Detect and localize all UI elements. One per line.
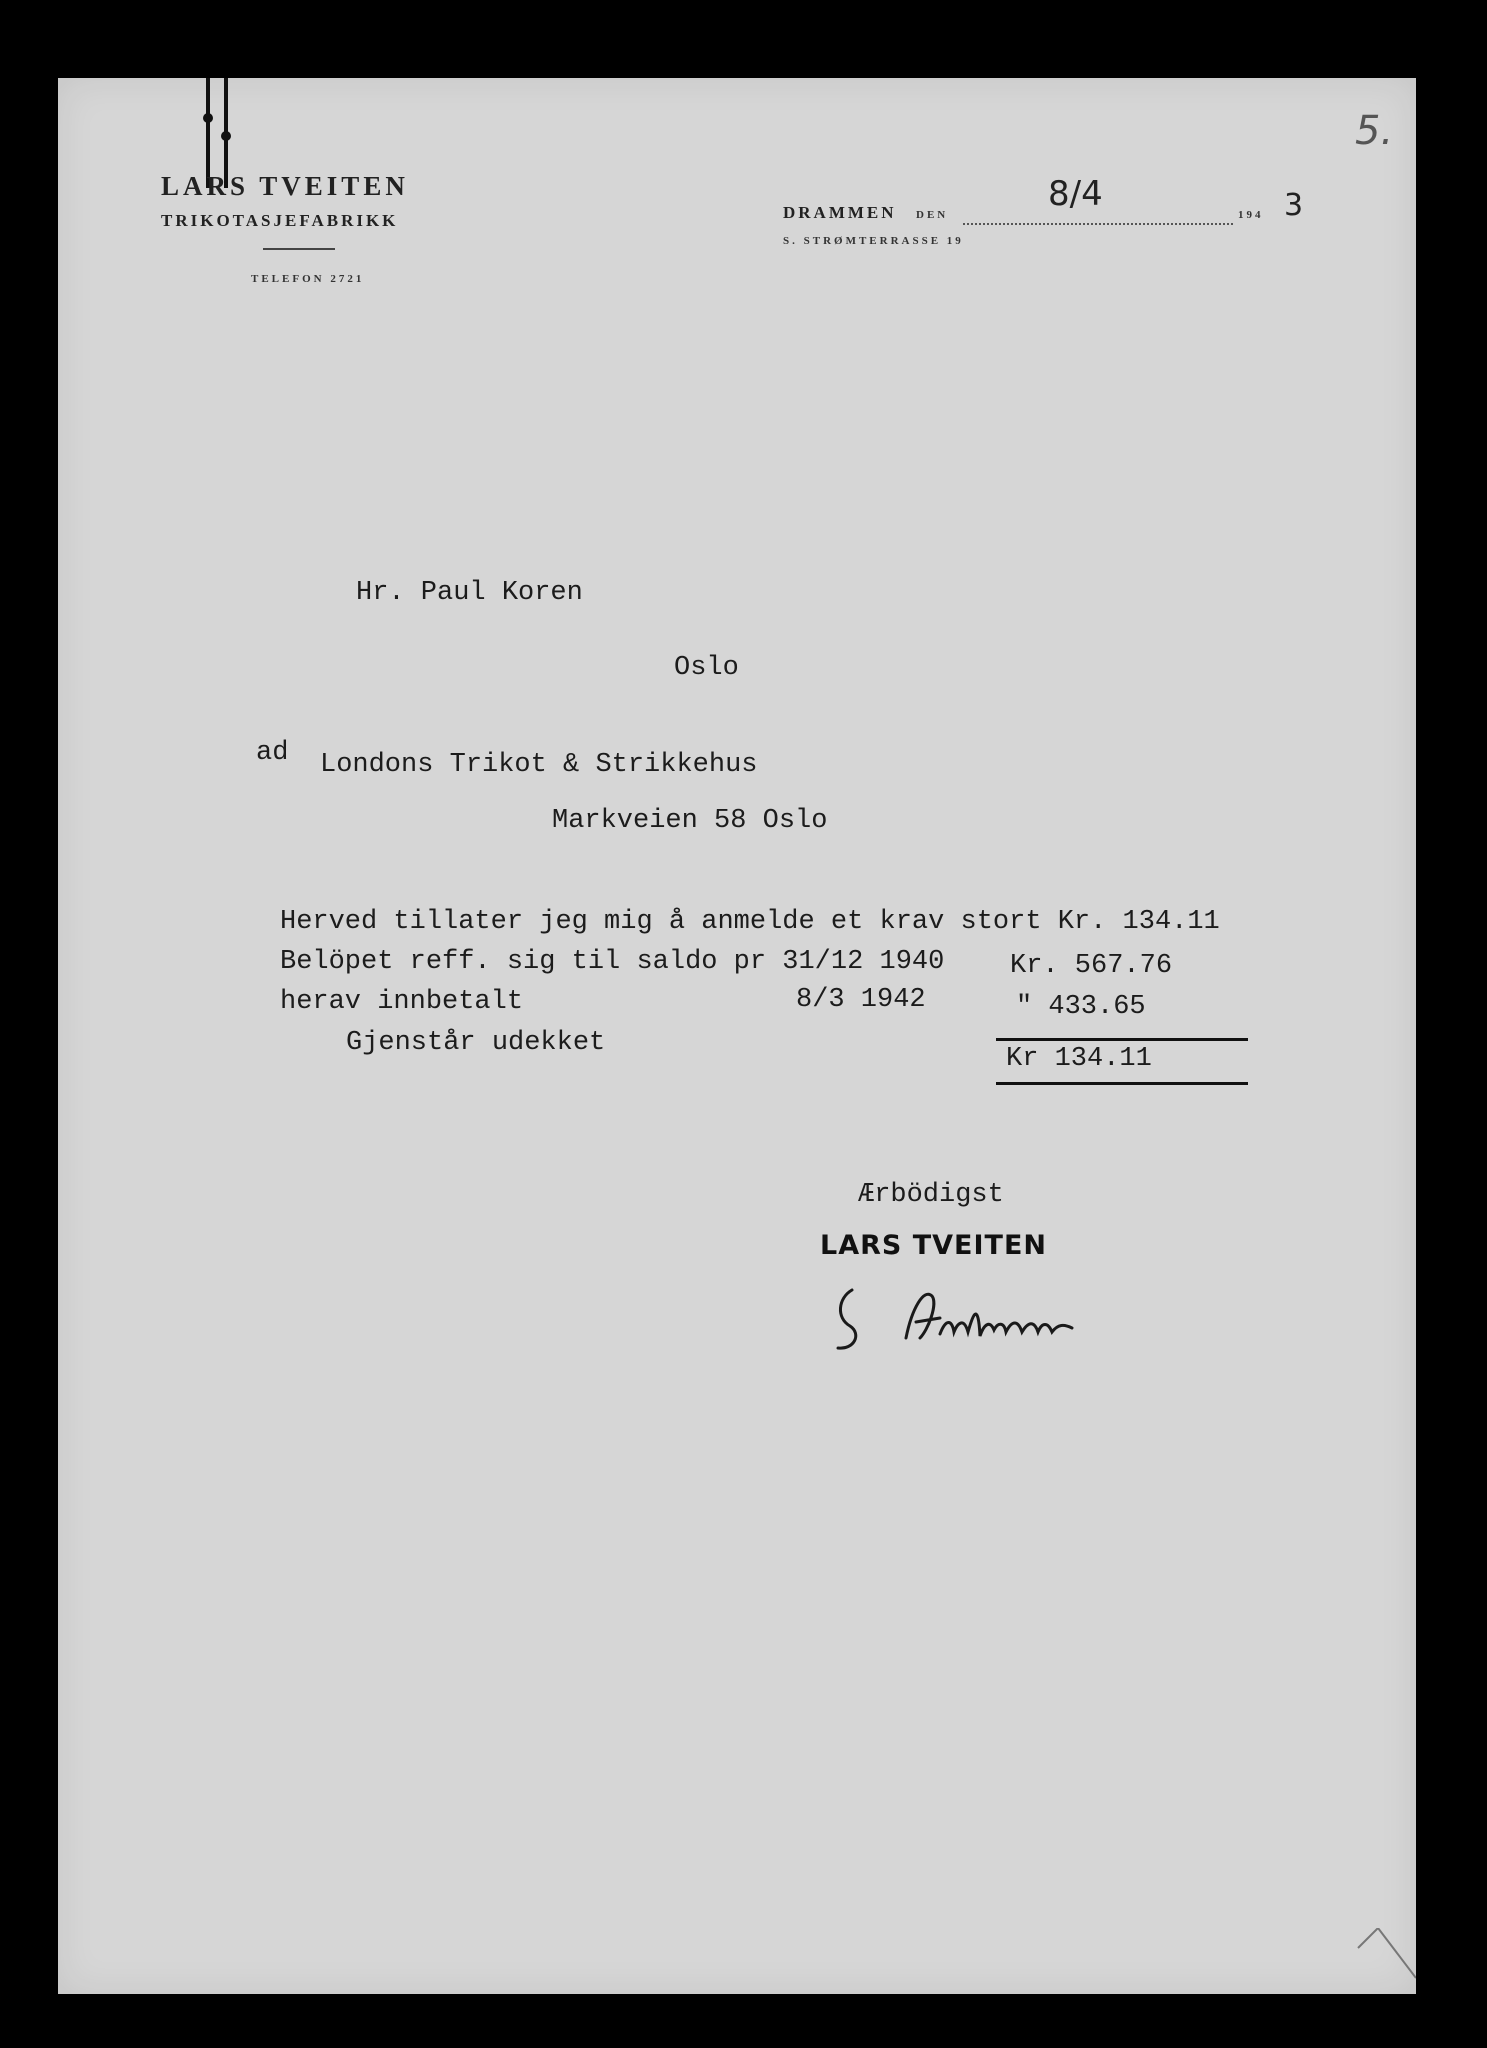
body-line-paid: herav innbetalt: [280, 987, 524, 1017]
closing-greeting: Ærbödigst: [858, 1180, 1004, 1210]
recipient-address: Markveien 58 Oslo: [552, 806, 828, 836]
company-subtitle: TRIKOTASJEFABRIKK: [161, 211, 399, 230]
body-line-balance: Belöpet reff. sig til saldo pr 31/12 1940: [280, 947, 945, 977]
total-rule: [996, 1082, 1248, 1085]
street-address: S. STRØMTERRASSE 19: [783, 235, 964, 247]
body-line-outstanding: Gjenstår udekket: [346, 1028, 606, 1058]
corner-fold: [1348, 1928, 1416, 1994]
recipient-firm: Londons Trikot & Strikkehus: [320, 750, 758, 780]
page-number-mark: 5.: [1355, 108, 1394, 154]
telephone-number: TELEFON 2721: [251, 273, 365, 285]
subtotal-rule: [996, 1038, 1248, 1041]
year-prefix: 194: [1238, 209, 1264, 221]
paid-date: 8/3 1942: [796, 985, 926, 1015]
date-day-month: 8/4: [1048, 174, 1103, 214]
date-year-digit: 3: [1284, 188, 1304, 223]
balance-amount: Kr. 567.76: [1010, 951, 1173, 981]
date-dotted-line: [963, 223, 1233, 225]
outstanding-amount: Kr 134.11: [1006, 1044, 1152, 1074]
letterhead-divider: [263, 248, 335, 250]
paid-amount: " 433.65: [1016, 992, 1146, 1022]
place-label: DRAMMEN: [783, 203, 897, 222]
ad-label: ad: [256, 738, 289, 768]
handwritten-signature: [828, 1278, 1128, 1358]
den-label: DEN: [916, 209, 949, 221]
recipient-name: Hr. Paul Koren: [356, 578, 583, 608]
company-stamp: LARS TVEITEN: [820, 1230, 1047, 1261]
body-line-claim: Herved tillater jeg mig å anmelde et krav stort Kr. 134.11: [280, 907, 1220, 937]
letter-sheet: [58, 78, 1416, 1994]
recipient-city: Oslo: [674, 653, 739, 683]
company-name: LARS TVEITEN: [161, 171, 409, 201]
